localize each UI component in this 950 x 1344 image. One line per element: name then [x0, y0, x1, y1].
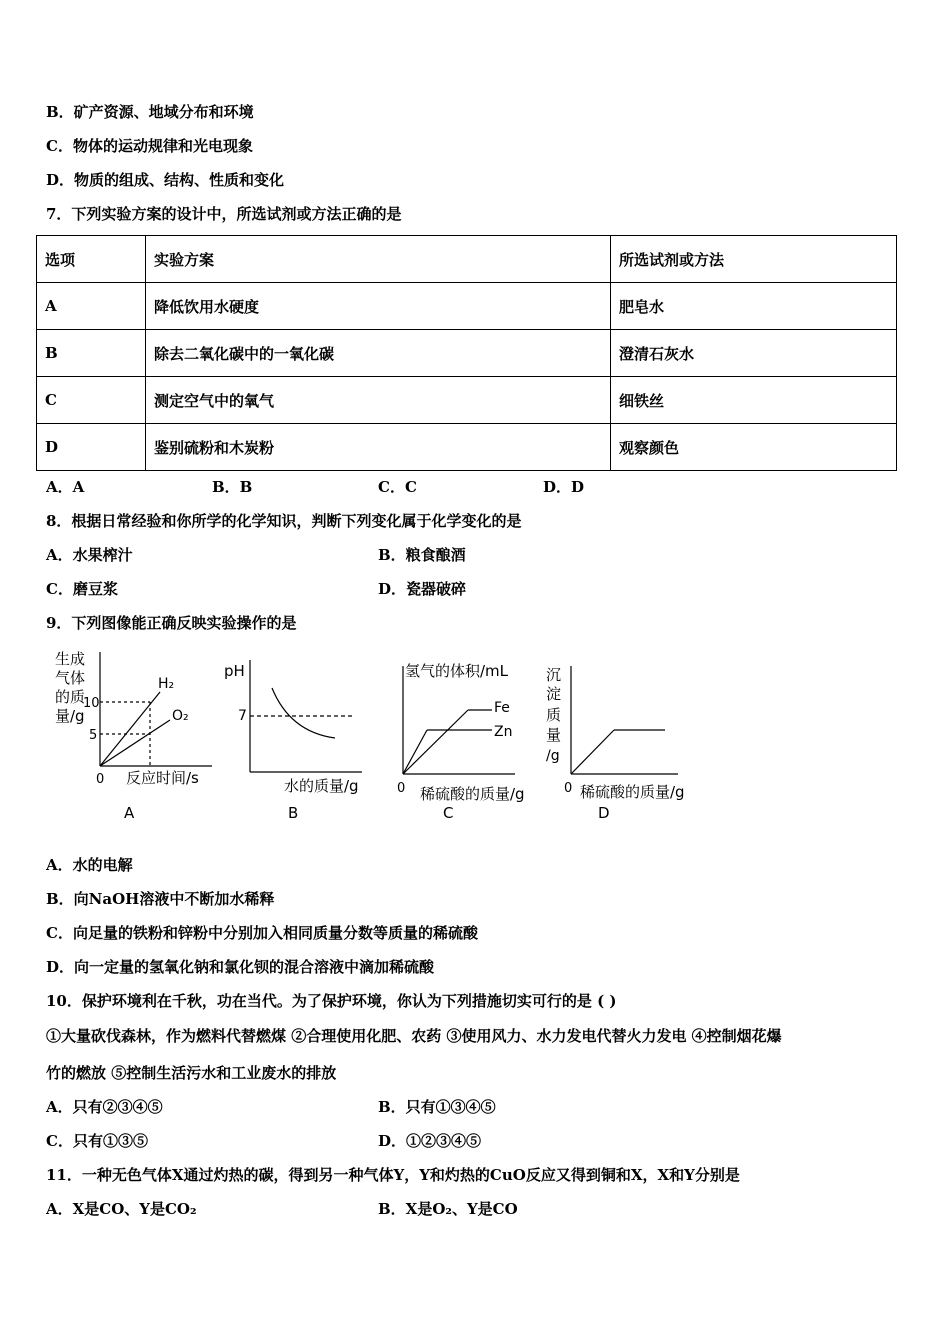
graph-c-xlabel: 稀硫酸的质量/g — [420, 785, 525, 803]
graph-d-ylabel-2: 淀 — [546, 685, 562, 703]
q10-option-a: A．只有②③④⑤ — [46, 1098, 163, 1116]
q7-option-c: C．C — [378, 478, 417, 496]
q6-option-d: D．物质的组成、结构、性质和变化 — [46, 171, 285, 189]
graph-c-zn-label: Zn — [494, 724, 513, 740]
table-row — [37, 424, 897, 471]
q8-option-a: A．水果榨汁 — [46, 546, 133, 564]
graph-b-tick-7: 7 — [238, 708, 247, 724]
q9-stem: 9．下列图像能正确反映实验操作的是 — [46, 614, 297, 632]
q7-option-a: A．A — [46, 478, 85, 496]
graph-a-o2-label: O₂ — [172, 708, 189, 724]
q10-items-line-2: 竹的燃放 ⑤控制生活污水和工业废水的排放 — [46, 1064, 337, 1082]
graph-d-ylabel-5: /g — [546, 748, 560, 764]
table-cell: 肥皂水 — [611, 283, 897, 330]
q7-stem: 7．下列实验方案的设计中，所选试剂或方法正确的是 — [46, 205, 402, 223]
graph-a — [100, 652, 212, 766]
table-cell: 细铁丝 — [611, 377, 897, 424]
table-cell: 除去二氧化碳中的一氧化碳 — [146, 330, 611, 377]
graph-a-tick-10: 10 — [83, 696, 100, 711]
q9-option-c: C．向足量的铁粉和锌粉中分别加入相同质量分数等质量的稀硫酸 — [46, 924, 478, 942]
graph-d — [571, 666, 678, 774]
q8-stem: 8．根据日常经验和你所学的化学知识，判断下列变化属于化学变化的是 — [46, 512, 522, 530]
graph-a-origin: 0 — [96, 772, 105, 787]
q9-option-a: A．水的电解 — [46, 856, 133, 874]
table-row — [37, 283, 897, 330]
graph-d-origin: 0 — [564, 781, 573, 796]
table-cell: 澄清石灰水 — [611, 330, 897, 377]
q7-option-d: D．D — [543, 478, 585, 496]
table-header-cell: 所选试剂或方法 — [611, 236, 897, 283]
table-cell: C — [37, 377, 146, 424]
graph-d-ylabel-4: 量 — [546, 726, 562, 744]
q6-option-c: C．物体的运动规律和光电现象 — [46, 137, 253, 155]
graph-a-ylabel-4: 量/g — [55, 707, 85, 725]
q9-option-d: D．向一定量的氢氧化钠和氯化钡的混合溶液中滴加稀硫酸 — [46, 958, 435, 976]
graph-c-fe-label: Fe — [494, 700, 510, 716]
q10-option-b: B．只有①③④⑤ — [378, 1098, 496, 1116]
graph-c-caption: C — [443, 804, 454, 822]
q10-option-d: D．①②③④⑤ — [378, 1132, 482, 1150]
q8-option-d: D．瓷器破碎 — [378, 580, 467, 598]
table-header-cell: 实验方案 — [146, 236, 611, 283]
graph-c-origin: 0 — [397, 781, 406, 796]
graph-a-ylabel-2: 气体 — [55, 669, 86, 687]
table-cell: 降低饮用水硬度 — [146, 283, 611, 330]
table-cell: 测定空气中的氧气 — [146, 377, 611, 424]
q9-graphs — [0, 640, 950, 830]
graph-d-ylabel-3: 质 — [546, 706, 562, 724]
graph-d-ylabel-1: 沉 — [546, 666, 562, 684]
graph-b-ylabel: pH — [224, 662, 245, 680]
graph-a-h2-label: H₂ — [158, 676, 175, 692]
graph-b-caption: B — [288, 804, 299, 822]
q7-table — [36, 235, 897, 471]
graph-a-ylabel-3: 的质 — [55, 688, 86, 706]
table-header-row — [37, 236, 897, 283]
graph-a-ylabel-1: 生成 — [55, 650, 86, 668]
q11-option-b: B．X是O₂、Y是CO — [378, 1200, 518, 1218]
table-cell: D — [37, 424, 146, 471]
graph-a-xlabel: 反应时间/s — [126, 769, 199, 787]
graph-d-caption: D — [598, 804, 610, 822]
q9-option-b: B．向NaOH溶液中不断加水稀释 — [46, 890, 275, 908]
graph-a-tick-5: 5 — [89, 728, 98, 743]
graph-c-ylabel: 氢气的体积/mL — [405, 662, 509, 680]
q10-option-c: C．只有①③⑤ — [46, 1132, 148, 1150]
q10-items-line-1: ①大量砍伐森林，作为燃料代替燃煤 ②合理使用化肥、农药 ③使用风力、水力发电代替火力发电 ④控制烟花爆 — [46, 1027, 782, 1045]
q11-option-a: A．X是CO、Y是CO₂ — [46, 1200, 197, 1218]
table-cell: A — [37, 283, 146, 330]
graph-a-caption: A — [124, 804, 135, 822]
graph-b-xlabel: 水的质量/g — [284, 777, 359, 795]
table-cell: 观察颜色 — [611, 424, 897, 471]
q8-option-c: C．磨豆浆 — [46, 580, 118, 598]
table-cell: 鉴别硫粉和木炭粉 — [146, 424, 611, 471]
table-cell: B — [37, 330, 146, 377]
table-header-cell: 选项 — [37, 236, 146, 283]
graph-b — [250, 660, 362, 772]
table-row — [37, 377, 897, 424]
graph-c — [403, 666, 515, 774]
q6-option-b: B．矿产资源、地域分布和环境 — [46, 103, 254, 121]
q8-option-b: B．粮食酿酒 — [378, 546, 466, 564]
table-row — [37, 330, 897, 377]
q7-option-b: B．B — [212, 478, 253, 496]
q11-stem: 11．一种无色气体X通过灼热的碳，得到另一种气体Y，Y和灼热的CuO反应又得到铜和X，X和Y分别是 — [46, 1166, 740, 1184]
q10-stem: 10．保护环境利在千秋，功在当代。为了保护环境，你认为下列措施切实可行的是 ( ) — [46, 992, 617, 1010]
graph-d-xlabel: 稀硫酸的质量/g — [580, 783, 685, 801]
